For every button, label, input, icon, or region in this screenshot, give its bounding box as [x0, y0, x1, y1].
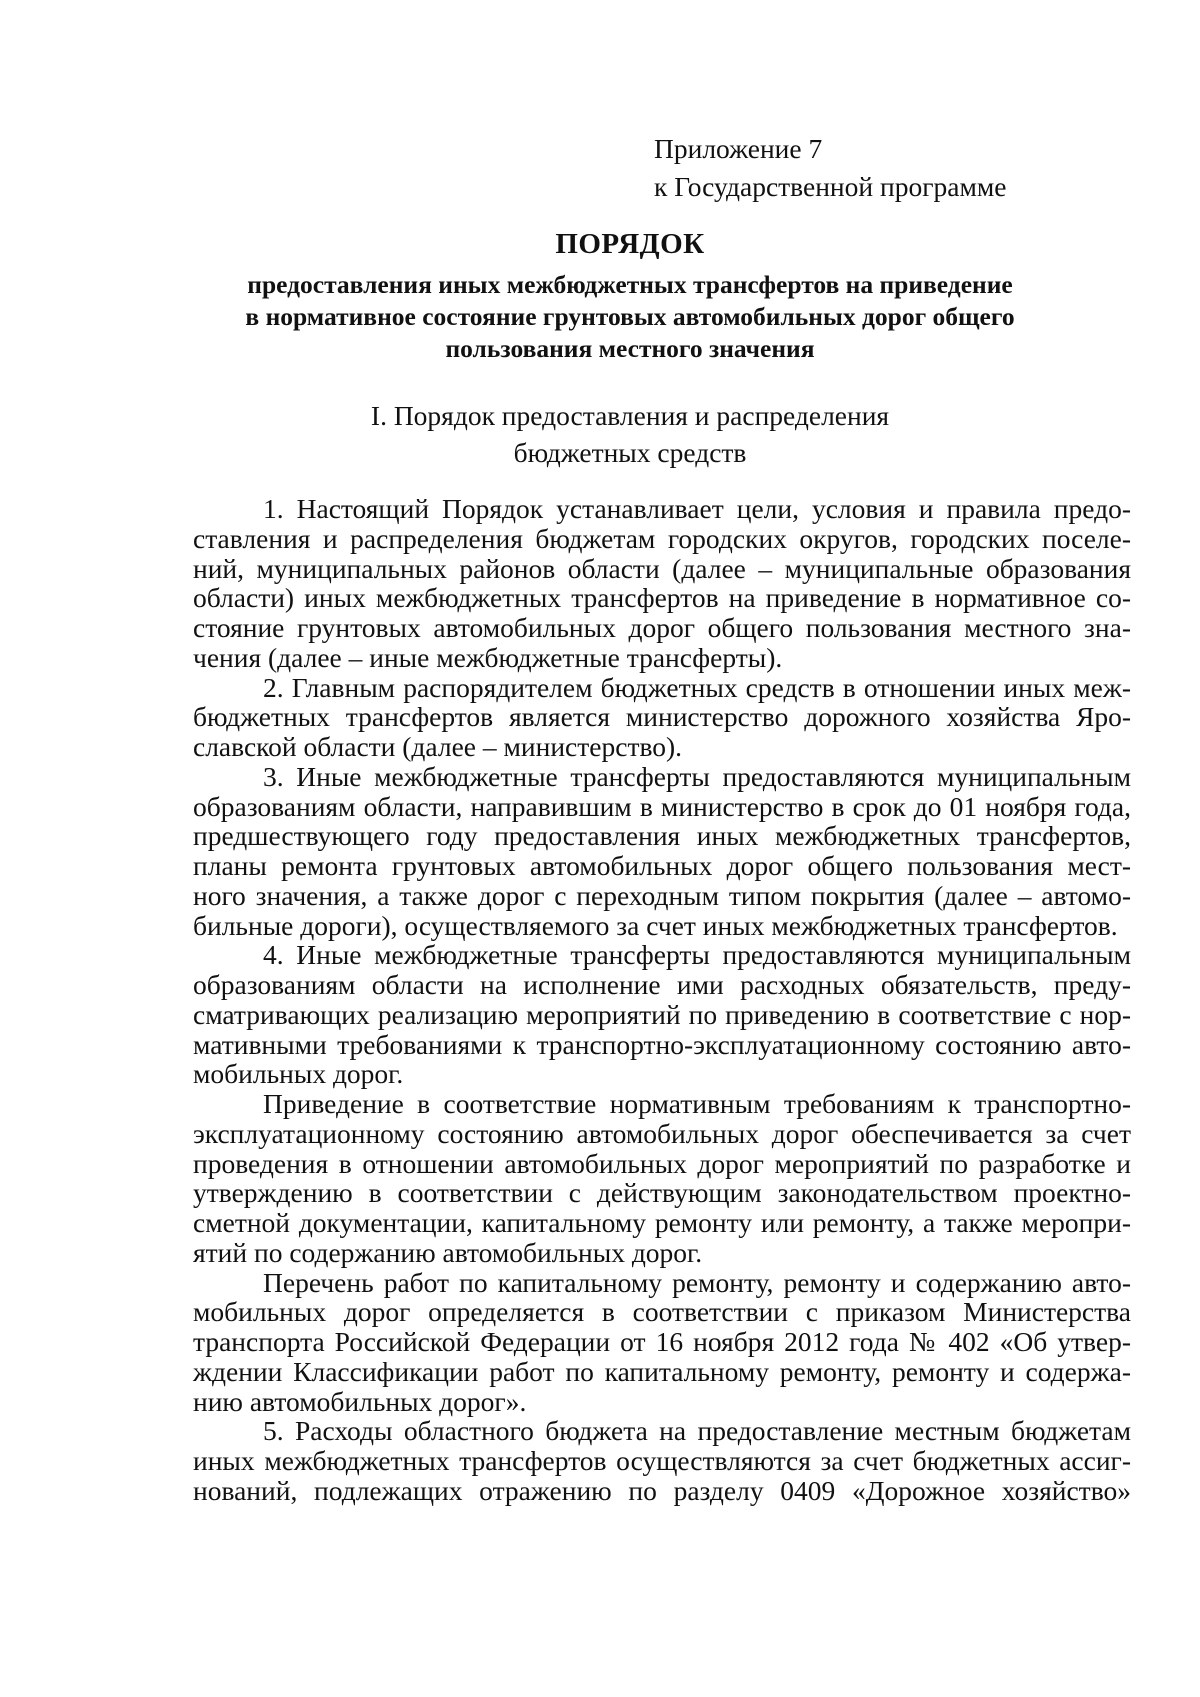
body-line: иных межбюджетных трансфертов осуществляются за счет бюджетных ассиг- — [193, 1445, 1131, 1476]
body-line: образованиям области, направившим в министерство в срок до 01 ноября года, — [193, 790, 1131, 822]
body-line: бильные дороги), осуществляемого за счет иных межбюджетных трансфертов. — [193, 909, 1118, 941]
body-line: ний, муниципальных районов области (далее – муниципальные образования — [193, 552, 1131, 584]
body-line: мобильных дорог определяется в соответствии с приказом Министерства — [193, 1296, 1131, 1328]
body-line: 3. Иные межбюджетные трансферты предоставляются муниципальным — [263, 760, 1131, 792]
body-line: проведения в отношении автомобильных дорог мероприятий по разработке и — [193, 1147, 1131, 1179]
body-line: славской области (далее – министерство). — [193, 731, 683, 762]
body-line: утверждению в соответствии с действующим законодательством проектно- — [193, 1177, 1131, 1209]
title-subtitle-line: в нормативное состояние грунтовых автомобильных дорог общего — [245, 302, 1015, 331]
body-line: 4. Иные межбюджетные трансферты предоставляются муниципальным — [263, 939, 1131, 971]
section-heading-line: I. Порядок предоставления и распределения — [370, 400, 890, 431]
body-line: 5. Расходы областного бюджета на предоставление местным бюджетам — [263, 1415, 1131, 1447]
body-line: мативными требованиями к транспортно-эксплуатационному состоянию авто- — [193, 1028, 1131, 1060]
body-line: нований, подлежащих отражению по разделу 0409 «Дорожное хозяйство» — [193, 1474, 1131, 1506]
body-line: области) иных межбюджетных трансфертов на приведение в нормативное со- — [193, 582, 1131, 614]
body-line: 1. Настоящий Порядок устанавливает цели, условия и правила предо- — [263, 493, 1131, 524]
body-line: образованиям области на исполнение ими расходных обязательств, преду- — [193, 969, 1131, 1000]
section-heading — [290, 397, 970, 471]
body-line: планы ремонта грунтовых автомобильных дорог общего пользования мест- — [193, 850, 1131, 881]
title-subtitle-line: пользования местного значения — [445, 334, 815, 363]
appendix-reference — [654, 130, 1006, 206]
body-text — [193, 494, 1131, 1506]
body-line: нию автомобильных дорог». — [193, 1385, 527, 1417]
body-line: чения (далее – иные межбюджетные трансферты). — [193, 641, 783, 673]
body-line: бюджетных трансфертов является министерство дорожного хозяйства Яро- — [193, 701, 1131, 733]
body-line: мобильных дорог. — [193, 1058, 404, 1090]
body-line: ждении Классификации работ по капитальному ремонту, ремонту и содержа- — [193, 1355, 1131, 1387]
appendix-program: к Государственной программе — [654, 171, 1007, 202]
title-subtitle — [190, 269, 1070, 365]
body-line: сматривающих реализацию мероприятий по приведению в соответствие с нор- — [193, 998, 1131, 1030]
body-line: транспорта Российской Федерации от 16 ноября 2012 года № 402 «Об утвер- — [193, 1326, 1131, 1357]
body-line: предшествующего году предоставления иных межбюджетных трансфертов, — [193, 820, 1131, 852]
section-heading-line: бюджетных средств — [513, 437, 747, 468]
appendix-number: Приложение 7 — [654, 133, 823, 164]
title-main: ПОРЯДОК — [555, 228, 705, 260]
body-line: стояние грунтовых автомобильных дорог общего пользования местного зна- — [193, 612, 1131, 643]
body-line: сметной документации, капитальному ремонту или ремонту, а также меропри- — [193, 1207, 1131, 1238]
title-subtitle-line: предоставления иных межбюджетных трансфертов на приведение — [247, 270, 1013, 299]
body-line: эксплуатационному состоянию автомобильных дорог обеспечивается за счет — [193, 1117, 1131, 1149]
body-line: ставления и распределения бюджетам городских округов, городских поселе- — [193, 522, 1131, 554]
body-line: Приведение в соответствие нормативным требованиям к транспортно- — [263, 1088, 1131, 1119]
body-line: ятий по содержанию автомобильных дорог. — [193, 1236, 703, 1268]
body-line: Перечень работ по капитальному ремонту, ремонту и содержанию авто- — [263, 1266, 1131, 1298]
body-line: 2. Главным распорядителем бюджетных средств в отношении иных меж- — [263, 671, 1131, 703]
body-line: ного значения, а также дорог с переходным типом покрытия (далее – автомо- — [193, 879, 1131, 911]
document-title — [190, 225, 1070, 365]
